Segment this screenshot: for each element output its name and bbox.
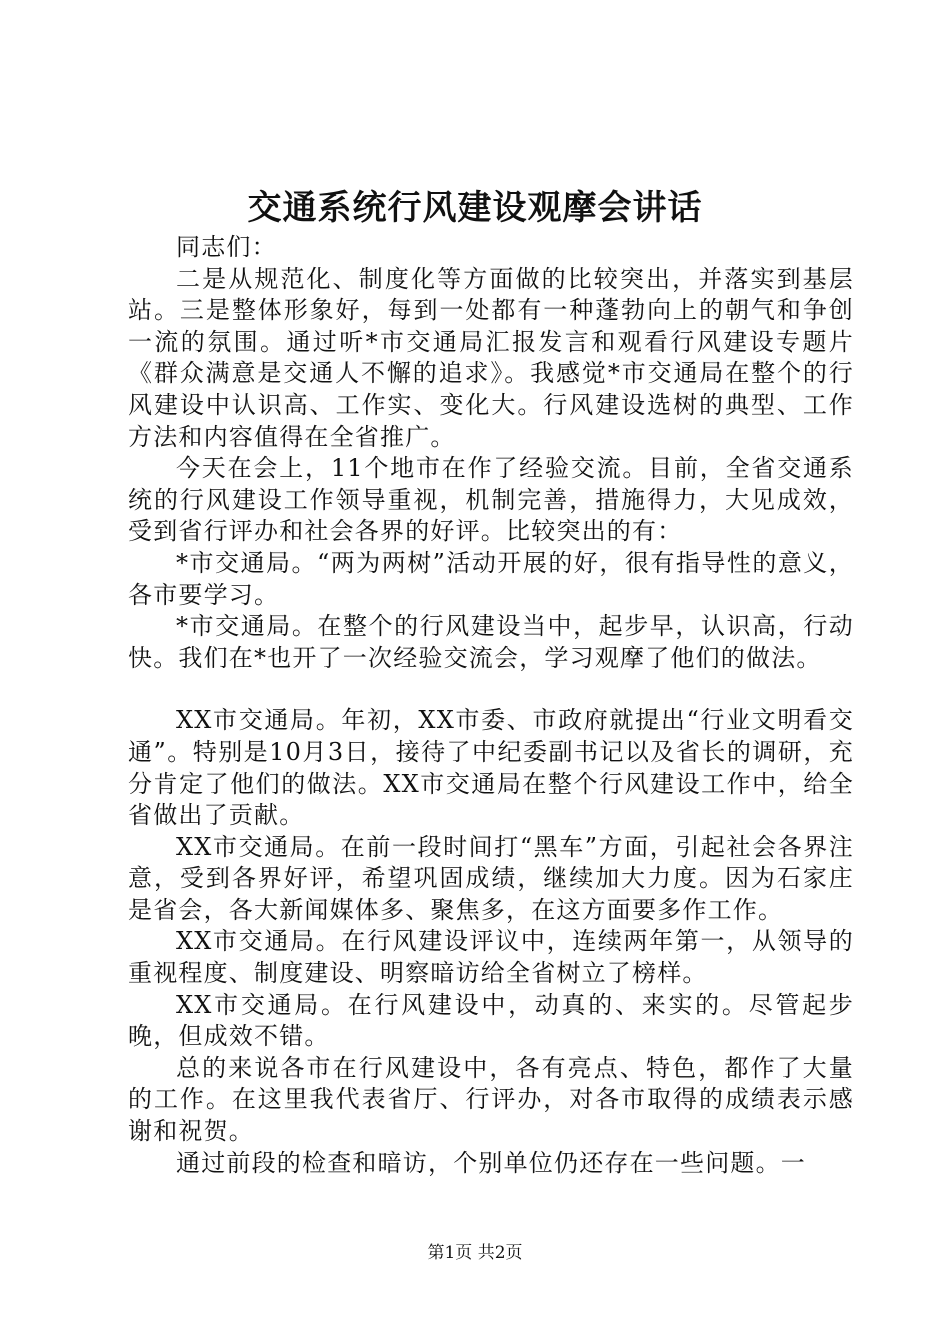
paragraph: XX市交通局。在前一段时间打“黑车”方面，引起社会各界注意，受到各界好评，希望巩固成绩，继续加大力度。因为石家庄是省会，各大新闻媒体多、聚焦多，在这方面要多作工作。 — [128, 832, 854, 924]
paragraph: XX市交通局。在行风建设中，动真的、来实的。尽管起步晚，但成效不错。 — [128, 990, 854, 1051]
salutation: 同志们： — [176, 233, 277, 261]
paragraph: 总的来说各市在行风建设中，各有亮点、特色，都作了大量的工作。在这里我代表省厅、行评办，对各市取得的成绩表示感谢和祝贺。 — [128, 1053, 854, 1146]
paragraph: XX市交通局。在行风建设评议中，连续两年第一，从领导的重视程度、制度建设、明察暗访给全省树立了榜样。 — [128, 927, 854, 988]
paragraph: 今天在会上，11个地市在作了经验交流。目前，全省交通系统的行风建设工作领导重视，机制完善，措施得力，大见成效，受到省行评办和社会各界的好评。比较突出的有： — [128, 454, 854, 546]
page-number: 第1页 共2页 — [427, 1243, 523, 1263]
paragraph: XX市交通局。年初，XX市委、市政府就提出“行业文明看交通”。特别是10月3日，接待了中纪委副书记以及省长的调研，充分肯定了他们的做法。XX市交通局在整个行风建设工作中，给全省做出了贡献。 — [128, 706, 854, 830]
document-title: 交通系统行风建设观摩会讲话 — [247, 188, 703, 228]
paragraph: 通过前段的检查和暗访，个别单位仍还存在一些问题。一 — [176, 1148, 806, 1177]
document-body — [128, 232, 854, 1179]
paragraph: 二是从规范化、制度化等方面做的比较突出，并落实到基层站。三是整体形象好，每到一处都有一种蓬勃向上的朝气和争创一流的氛围。通过听*市交通局汇报发言和观看行风建设专题片《群众满意是交通人不懈的追求》。我感觉*市交通局在整个的行风建设中认识高、工作实、变化大。行风建设选树的典型、工作方法和内容值得在全省推广。 — [128, 264, 854, 451]
paragraph: *市交通局。在整个的行风建设当中，起步早，认识高，行动快。我们在*也开了一次经验交流会，学习观摩了他们的做法。 — [128, 612, 854, 672]
paragraph: *市交通局。“两为两树”活动开展的好，很有指导性的意义，各市要学习。 — [128, 548, 854, 609]
